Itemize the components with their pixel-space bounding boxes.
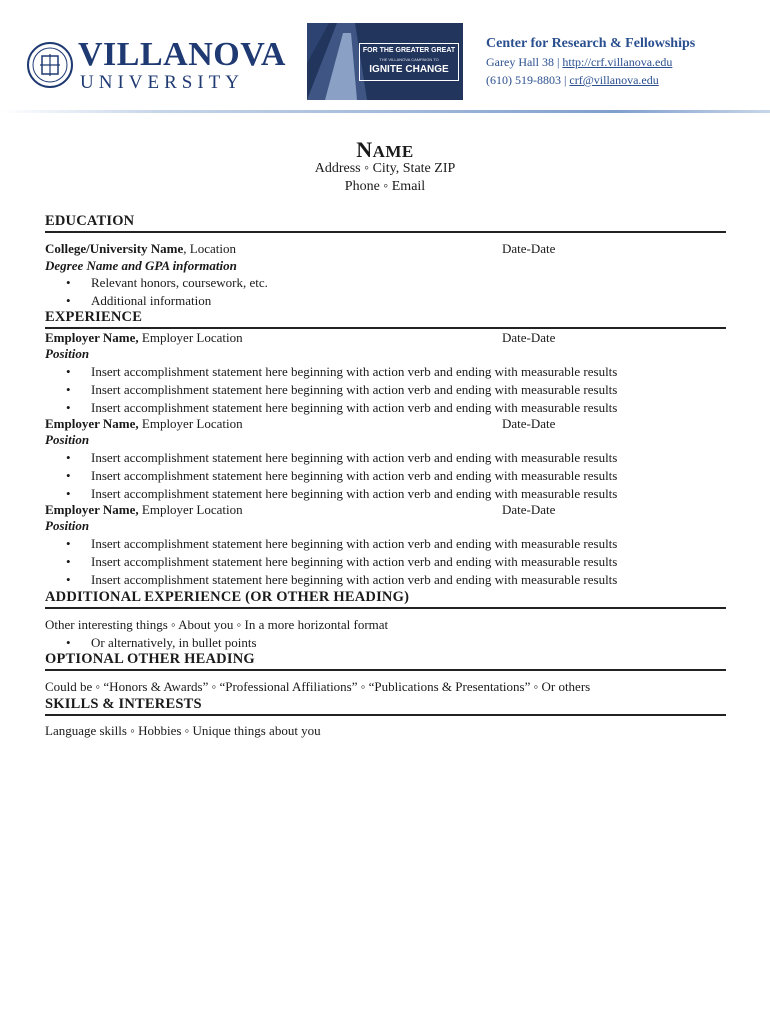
- position-title: Position: [45, 518, 90, 533]
- logo-subtitle: UNIVERSITY: [80, 72, 244, 93]
- list-item: [66, 468, 617, 484]
- separator: |: [561, 73, 570, 87]
- list-item-text: Insert accomplishment statement here beginning with action verb and ending with measurable results: [91, 382, 618, 397]
- skills-heading: SKILLS & INTERESTS: [45, 696, 202, 712]
- list-item: [66, 275, 268, 291]
- list-item: [66, 554, 617, 570]
- name-rest: AME: [372, 142, 414, 161]
- office-title: Center for Research & Fellowships: [486, 36, 696, 51]
- list-item: [66, 635, 257, 651]
- campaign-line-3: IGNITE CHANGE: [369, 64, 449, 75]
- bullet-icon: •: [66, 536, 71, 551]
- list-item-text: Additional information: [91, 293, 212, 308]
- employer-location: Employer Location: [138, 502, 243, 517]
- section-rule: [45, 714, 726, 716]
- list-item: [66, 536, 617, 552]
- section-rule: [45, 669, 726, 671]
- position-title: Position: [45, 432, 90, 447]
- office-phone: (610) 519-8803: [486, 73, 561, 87]
- name-initial: N: [356, 137, 373, 162]
- email-link[interactable]: crf@villanova.edu: [569, 73, 659, 87]
- office-contact-block: [486, 36, 706, 88]
- optional-line: Could be ◦ “Honors & Awards” ◦ “Professional Affiliations” ◦ “Publications & Presentations” ◦ Or others: [45, 679, 591, 694]
- logo-wordmark: VILLANOVA: [78, 36, 286, 73]
- employer-name: Employer Name,: [45, 416, 139, 431]
- list-item-text: Insert accomplishment statement here beginning with action verb and ending with measurable results: [91, 536, 618, 551]
- school-line: [45, 241, 236, 257]
- bullet-icon: •: [66, 450, 71, 465]
- office-address-line: [486, 55, 706, 70]
- villanova-logo: [26, 36, 286, 94]
- bullet-icon: •: [66, 400, 71, 415]
- list-item: [66, 293, 211, 309]
- list-item: [66, 572, 617, 588]
- job-date: Date-Date: [502, 330, 556, 345]
- list-item-text: Insert accomplishment statement here beginning with action verb and ending with measurable results: [91, 486, 618, 501]
- office-address: Garey Hall 38: [486, 55, 554, 69]
- school-location: , Location: [183, 241, 236, 256]
- list-item-text: Insert accomplishment statement here beginning with action verb and ending with measurable results: [91, 468, 618, 483]
- university-seal-icon: [26, 40, 74, 90]
- additional-heading: ADDITIONAL EXPERIENCE (OR OTHER HEADING): [45, 589, 410, 605]
- bullet-icon: •: [66, 635, 71, 650]
- section-rule: [45, 327, 726, 329]
- list-item-text: Insert accomplishment statement here beginning with action verb and ending with measurable results: [91, 450, 618, 465]
- job-date: Date-Date: [502, 502, 556, 517]
- employer-location: Employer Location: [138, 330, 243, 345]
- employer-name: Employer Name,: [45, 330, 139, 345]
- degree-line: Degree Name and GPA information: [45, 258, 237, 273]
- section-rule: [45, 231, 726, 233]
- campaign-line-1: FOR THE GREATER GREAT: [362, 47, 456, 54]
- list-item: [66, 382, 617, 398]
- bullet-icon: •: [66, 486, 71, 501]
- skills-line: Language skills ◦ Hobbies ◦ Unique things about you: [45, 723, 321, 738]
- header-divider: [0, 110, 770, 113]
- list-item: [66, 400, 617, 416]
- bullet-icon: •: [66, 554, 71, 569]
- campaign-banner: [307, 23, 463, 100]
- optional-heading: OPTIONAL OTHER HEADING: [45, 651, 255, 667]
- separator: |: [553, 55, 563, 69]
- position-title: Position: [45, 346, 90, 361]
- additional-line: Other interesting things ◦ About you ◦ In a more horizontal format: [45, 617, 389, 632]
- employer-location: Employer Location: [138, 416, 243, 431]
- office-phone-line: [486, 73, 706, 88]
- job-date: Date-Date: [502, 416, 556, 431]
- employer-name: Employer Name,: [45, 502, 139, 517]
- school-name: College/University Name: [45, 241, 184, 256]
- list-item: [66, 450, 617, 466]
- list-item-text: Insert accomplishment statement here beginning with action verb and ending with measurable results: [91, 572, 618, 587]
- education-heading: EDUCATION: [45, 213, 135, 229]
- bullet-icon: •: [66, 364, 71, 379]
- campaign-line-2: THE VILLANOVA CAMPAIGN TO: [379, 57, 439, 62]
- list-item-text: Insert accomplishment statement here beginning with action verb and ending with measurable results: [91, 364, 618, 379]
- list-item: [66, 486, 617, 502]
- bullet-icon: •: [66, 382, 71, 397]
- experience-heading: EXPERIENCE: [45, 309, 143, 325]
- list-item-text: Insert accomplishment statement here beginning with action verb and ending with measurable results: [91, 400, 618, 415]
- list-item-text: Or alternatively, in bullet points: [91, 635, 257, 650]
- bullet-icon: •: [66, 293, 71, 308]
- contact-line: Phone ◦ Email: [344, 179, 426, 194]
- website-link[interactable]: http://crf.villanova.edu: [562, 55, 673, 69]
- bullet-icon: •: [66, 572, 71, 587]
- campaign-text-box: [359, 43, 459, 81]
- employer-line: [45, 330, 243, 346]
- list-item-text: Relevant honors, coursework, etc.: [91, 275, 268, 290]
- candidate-name: [0, 137, 770, 163]
- list-item-text: Insert accomplishment statement here beginning with action verb and ending with measurable results: [91, 554, 618, 569]
- employer-line: [45, 502, 243, 518]
- bullet-icon: •: [66, 275, 71, 290]
- education-date: Date-Date: [502, 241, 556, 256]
- bullet-icon: •: [66, 468, 71, 483]
- list-item: [66, 364, 617, 380]
- employer-line: [45, 416, 243, 432]
- section-rule: [45, 607, 726, 609]
- address-line: Address ◦ City, State ZIP: [314, 161, 456, 176]
